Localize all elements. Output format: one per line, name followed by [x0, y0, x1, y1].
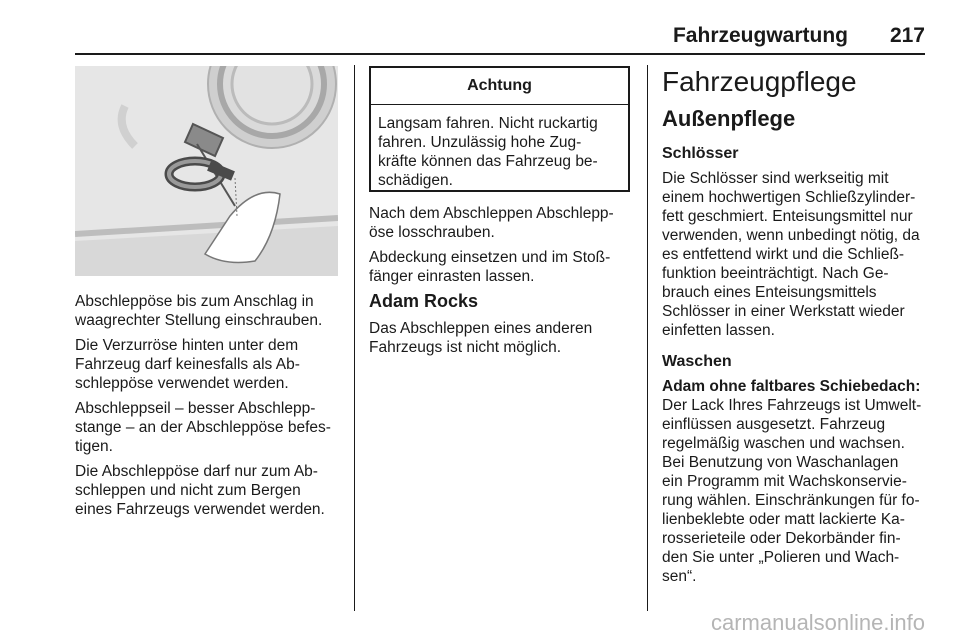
warning-box — [369, 66, 630, 192]
subheading-washing: Adam ohne faltbares Schiebedach: — [662, 378, 921, 395]
heading-adam-rocks: Adam Rocks — [369, 291, 479, 311]
paragraph: Die Abschleppöse darf nur zum Ab- schleppen und nicht zum Bergen eines Fahrzeugs verwendet werden. — [75, 463, 325, 518]
paragraph: Abschleppseil – besser Abschlepp- stange – an der Abschleppöse befes- tigen. — [75, 400, 331, 455]
heading-locks: Schlösser — [662, 145, 739, 162]
paragraph: Die Schlösser sind werkseitig mit einem hochwertigen Schließzylinder- fett geschmiert. Enteisungsmittel nur verwenden, wenn unbedingt nötig, da es entfettend wirkt und die Schließ- funktion beeinträchtigt. Nach Ge- brauch eines Enteisungsmittels Schlösser in einer Werkstatt wieder einfetten lassen. — [662, 170, 920, 339]
tow-eye-illustration — [75, 66, 338, 276]
header-divider — [75, 53, 925, 55]
paragraph: Das Abschleppen eines anderen Fahrzeugs ist nicht möglich. — [369, 320, 593, 356]
subsection-title: Außenpflege — [662, 106, 796, 131]
paragraph: Nach dem Abschleppen Abschlepp- öse losschrauben. — [369, 205, 614, 241]
column-divider-left — [354, 65, 355, 611]
heading-washing: Waschen — [662, 353, 732, 370]
warning-title: Achtung — [371, 68, 628, 105]
watermark: carmanualsonline.info — [710, 610, 925, 635]
running-header-title: Fahrzeugwartung — [672, 24, 848, 47]
column-3-text — [662, 66, 932, 592]
page-number: 217 — [889, 24, 925, 47]
column-divider-right — [647, 65, 648, 611]
paragraph: Die Verzurröse hinten unter dem Fahrzeug darf keinesfalls als Ab- schleppöse verwendet werden. — [75, 337, 300, 392]
column-2-text — [369, 204, 631, 363]
section-title: Fahrzeugpflege — [662, 66, 857, 97]
paragraph: Der Lack Ihres Fahrzeugs ist Umwelt- einflüssen ausgesetzt. Fahrzeug regelmäßig waschen und wachsen. Bei Benutzung von Waschanlagen ein Programm mit Wachskonservie- rung wählen. Einschränkungen für fo- lienbeklebte oder matt lackierte Ka- rosserieteile oder Dekorbänder fin- den Sie unter „Polieren und Wach- sen“. — [662, 397, 922, 585]
tow-eye-drawing — [75, 66, 338, 276]
paragraph: Abschleppöse bis zum Anschlag in waagrechter Stellung einschrauben. — [75, 293, 323, 329]
paragraph: Abdeckung einsetzen und im Stoß- fänger einrasten lassen. — [369, 249, 611, 285]
warning-text: Langsam fahren. Nicht ruckartig fahren. Unzulässig hohe Zug- kräfte können das Fahrzeug be- schädigen. — [378, 115, 598, 189]
column-1-text — [75, 292, 347, 525]
